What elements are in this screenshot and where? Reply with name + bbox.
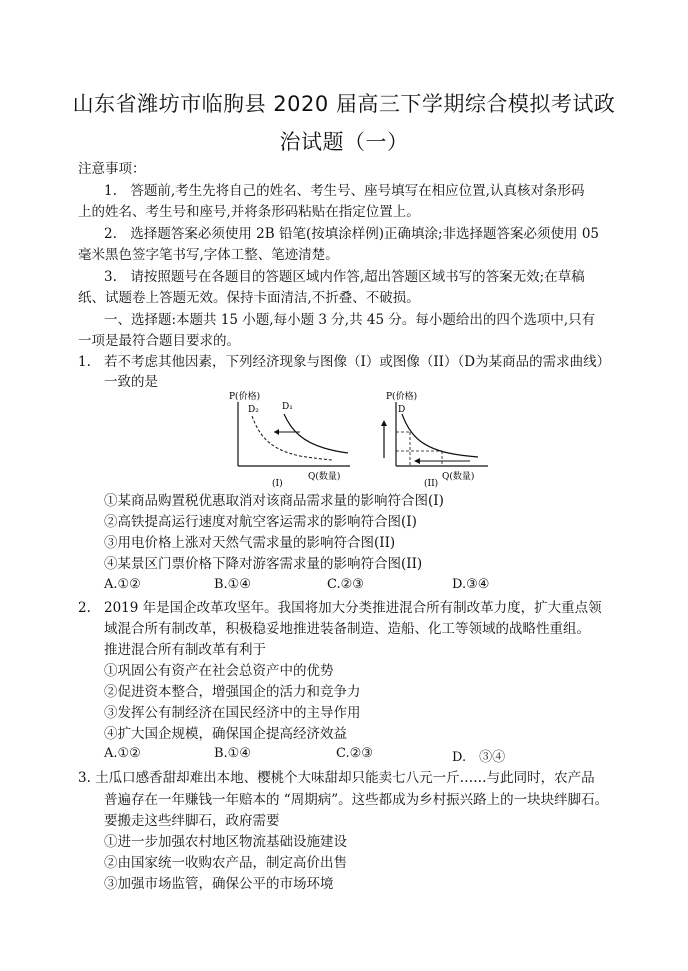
graph-2-price-arrow-head — [381, 420, 387, 426]
q3-stem-line2: 普遍存在一年赚钱一年赔本的 “周期病”。这些都成为乡村振兴路上的一块块绊脚石。 — [104, 792, 609, 808]
demand-curves-svg — [226, 388, 496, 488]
section1-line1: 一、选择题:本题共 15 小题,每小题 3 分,共 45 分。每小题给出的四个选项中,只有 — [104, 312, 596, 328]
q2-stem-line1: 2019 年是国企改革攻坚年。我国将加大分类推进混合所有制改革力度，扩大重点领 — [104, 600, 602, 616]
graph-2-curve-d — [402, 414, 478, 457]
q3-statement-1: ①进一步加强农村地区物流基础设施建设 — [104, 834, 347, 850]
q2-stem-line2: 域混合所有制改革，积极稳妥地推进装备制造、造船、化工等领域的战略性重组。 — [104, 621, 590, 637]
notice-heading: 注意事项： — [78, 161, 146, 177]
graph-2 — [381, 390, 488, 488]
graph-1-d2-label: D₂ — [248, 405, 259, 415]
notice-item-3-line2: 纸、试题卷上答题无效。保持卡面清洁,不折叠、不破损。 — [78, 290, 420, 306]
q2-option-c: C.②③ — [336, 746, 373, 761]
graph-1-curve-d2 — [252, 416, 332, 460]
q1-option-a: A.①② — [104, 577, 141, 592]
q3-stem-line1: 3. 土瓜口感香甜却难出本地、樱桃个大味甜却只能卖七八元一斤……与此同时，农产品 — [78, 770, 595, 786]
graph-2-x-label: Q(数量) — [442, 472, 475, 482]
q1-number: 1. — [78, 354, 91, 370]
notice-item-2-line1: 2. 选择题答案必须使用 2B 铅笔(按填涂样例)正确填涂;非选择题答案必须使用 05 — [104, 226, 600, 242]
exam-title-line2: 治试题（一） — [279, 130, 409, 154]
q2-option-a: A.①② — [104, 746, 141, 761]
graph-2-d-label: D — [398, 405, 406, 415]
notice-item-1-line1: 1. 答题前,考生先将自己的姓名、考生号、座号填写在相应位置,认真核对条形码 — [104, 183, 585, 199]
graph-2-quantity-arrow-head — [414, 458, 420, 464]
graph-1-arrow-head — [274, 429, 279, 435]
graph-1-x-label: Q(数量) — [308, 472, 341, 482]
q3-stem-line3: 要搬走这些绊脚石，政府需要 — [104, 813, 280, 829]
q3-statement-2: ②由国家统一收购农产品，制定高价出售 — [104, 855, 347, 871]
notice-item-2-line2: 毫米黑色签字笔书写,字体工整、笔迹清楚。 — [78, 247, 339, 263]
q1-statement-2: ②高铁提高运行速度对航空客运需求的影响符合图(I) — [104, 514, 417, 530]
q1-statement-1: ①某商品购置税优惠取消对该商品需求量的影响符合图(I) — [104, 493, 444, 509]
q1-statement-3: ③用电价格上涨对天然气需求量的影响符合图(II) — [104, 535, 396, 551]
q1-option-b: B.①④ — [214, 577, 251, 592]
q2-statement-2: ②促进资本整合，增强国企的活力和竞争力 — [104, 684, 361, 700]
q2-statement-1: ①巩固公有资产在社会总资产中的优势 — [104, 663, 334, 679]
q1-stem-line2: 一致的是 — [104, 374, 158, 390]
q2-stem-line3: 推进混合所有制改革有利于 — [104, 642, 266, 658]
graph-1-d1-label: D₁ — [282, 402, 293, 412]
graph-1-curve-d1 — [284, 414, 348, 453]
graph-2-y-label: P(价格) — [386, 392, 418, 402]
section1-line2: 一项是最符合题目要求的。 — [78, 333, 240, 349]
q2-option-d: D. ③④ — [452, 750, 506, 765]
notice-item-1-line2: 上的姓名、考生号和座号,并将条形码粘贴在指定位置上。 — [78, 204, 420, 220]
q2-option-b: B.①④ — [214, 746, 251, 761]
graph-1-caption: (I) — [272, 479, 283, 488]
graph-2-caption: (II) — [424, 479, 439, 488]
q1-option-c: C.②③ — [327, 577, 364, 592]
graph-1 — [229, 390, 350, 488]
q2-statement-3: ③发挥公有制经济在国民经济中的主导作用 — [104, 705, 361, 721]
graph-1-y-label: P(价格) — [229, 392, 261, 402]
notice-item-3-line1: 3. 请按照题号在各题目的答题区域内作答,超出答题区域书写的答案无效;在草稿 — [104, 269, 585, 285]
q2-number: 2. — [78, 600, 91, 616]
q1-stem-line1: 若不考虑其他因素，下列经济现象与图像（I）或图像（II）（D为某商品的需求曲线） — [104, 354, 611, 370]
q2-statement-4: ④扩大国企规模，确保国企提高经济效益 — [104, 726, 347, 742]
q1-option-d: D.③④ — [452, 577, 490, 592]
exam-title-line1: 山东省潍坊市临朐县 2020 届高三下学期综合模拟考试政 — [72, 92, 616, 116]
q1-demand-curve-figure — [226, 388, 496, 488]
q1-statement-4: ④某景区门票价格下降对游客需求量的影响符合图(II) — [104, 556, 423, 572]
q3-statement-3: ③加强市场监管，确保公平的市场环境 — [104, 876, 334, 892]
